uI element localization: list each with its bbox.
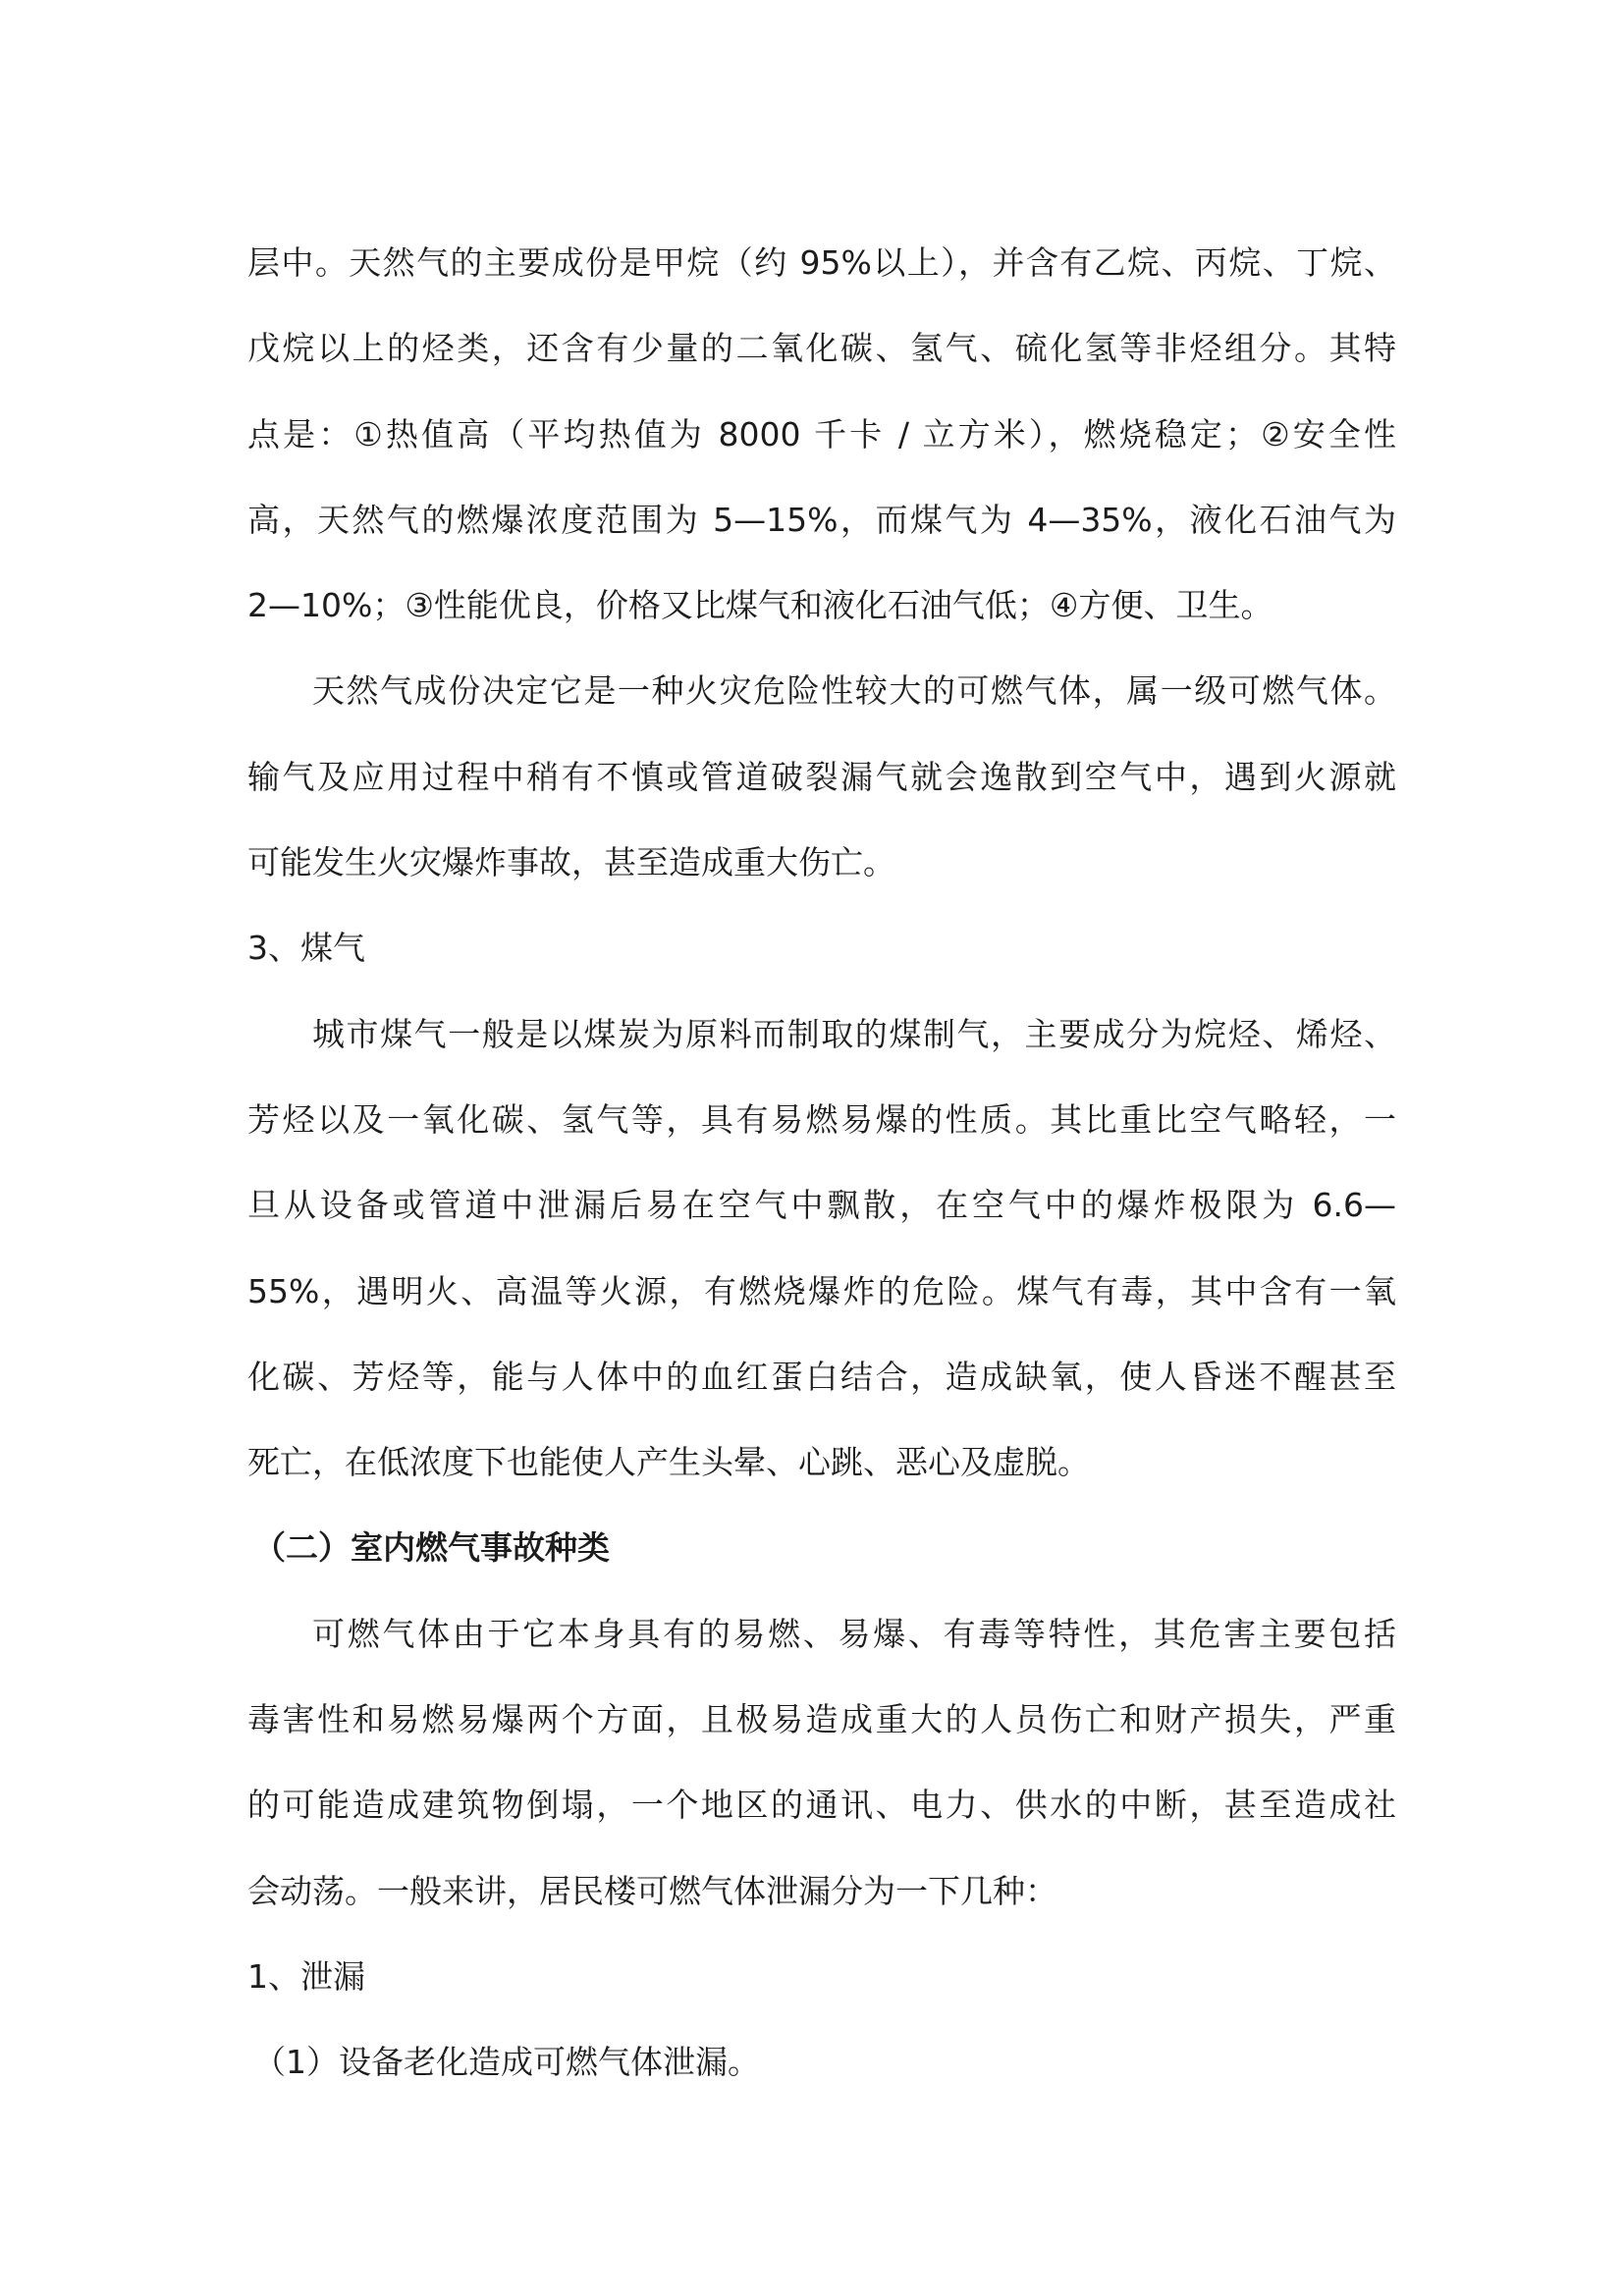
text-line: 戊烷以上的烃类，还含有少量的二氧化碳、氢气、硫化氢等非烃组分。其特	[247, 329, 1396, 368]
subsection-heading-coal-gas: 3、煤气	[247, 929, 365, 968]
paragraph-natural-gas-hazard	[247, 648, 1396, 905]
paragraph-natural-gas-properties	[247, 220, 1396, 648]
document-body	[247, 220, 1396, 2106]
section-heading: （二）室内燃气事故种类	[253, 1528, 610, 1568]
text-line: 旦从设备或管道中泄漏后易在空气中飘散，在空气中的爆炸极限为 6.6—	[247, 1186, 1396, 1225]
text-line: 天然气成份决定它是一种火灾危险性较大的可燃气体，属一级可燃气体。	[312, 671, 1396, 711]
text-line: 芳烃以及一氧化碳、氢气等，具有易燃易爆的性质。其比重比空气略轻，一	[247, 1099, 1396, 1139]
text-line: 化碳、芳烃等，能与人体中的血红蛋白结合，造成缺氧，使人昏迷不醒甚至	[247, 1357, 1396, 1396]
list-item: （1）设备老化造成可燃气体泄漏。	[253, 2043, 760, 2082]
text-line: 城市煤气一般是以煤炭为原料而制取的煤制气，主要成分为烷烃、烯烃、	[312, 1014, 1396, 1053]
paragraph-accident-types	[247, 1591, 1396, 1934]
text-line: 的可能造成建筑物倒塌，一个地区的通讯、电力、供水的中断，甚至造成社	[247, 1786, 1396, 1825]
text-line: 层中。天然气的主要成份是甲烷（约 95%以上），并含有乙烷、丙烷、丁烷、	[247, 243, 1396, 282]
text-line: 可能发生火灾爆炸事故，甚至造成重大伤亡。	[247, 843, 895, 882]
text-line: 点是：①热值高（平均热值为 8000 千卡 / 立方米），燃烧稳定；②安全性	[247, 414, 1396, 454]
text-line: 输气及应用过程中稍有不慎或管道破裂漏气就会逸散到空气中，遇到火源就	[247, 757, 1396, 796]
text-line: 55%，遇明火、高温等火源，有燃烧爆炸的危险。煤气有毒，其中含有一氧	[247, 1271, 1396, 1310]
text-line: 毒害性和易燃易爆两个方面，且极易造成重大的人员伤亡和财产损失，严重	[247, 1700, 1396, 1739]
text-line: 会动荡。一般来讲，居民楼可燃气体泄漏分为一下几种：	[247, 1871, 1057, 1910]
paragraph-coal-gas	[247, 991, 1396, 1506]
subsection-heading-leak: 1、泄漏	[247, 1956, 365, 1996]
text-line: 高，天然气的燃爆浓度范围为 5—15%，而煤气为 4—35%，液化石油气为	[247, 500, 1396, 539]
text-line: 2—10%；③性能优良，价格又比煤气和液化石油气低；④方便、卫生。	[247, 586, 1273, 625]
text-line: 可燃气体由于它本身具有的易燃、易爆、有毒等特性，其危害主要包括	[312, 1614, 1396, 1653]
text-line: 死亡，在低浓度下也能使人产生头晕、心跳、恶心及虚脱。	[247, 1443, 1090, 1482]
